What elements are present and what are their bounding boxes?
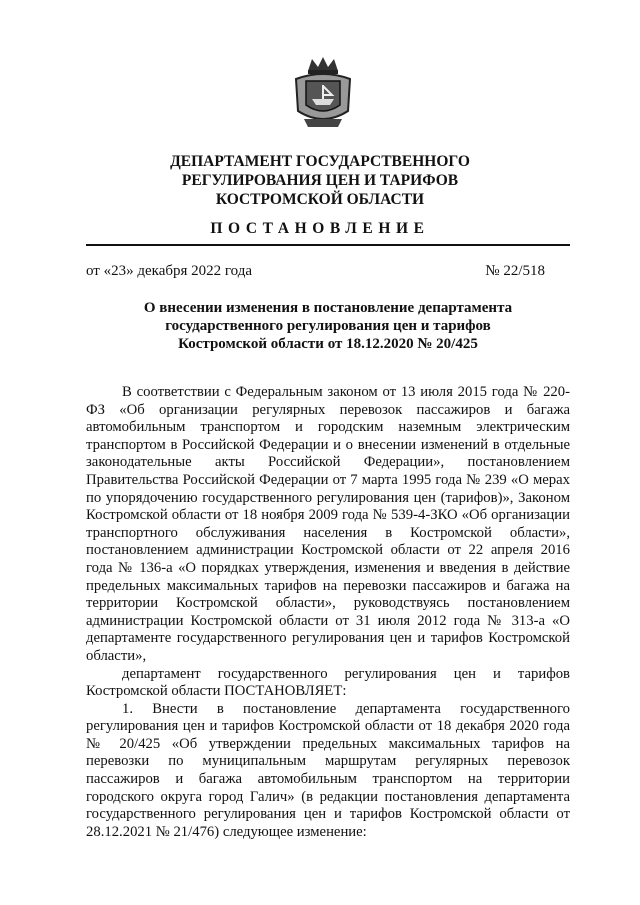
subject-line: О внесении изменения в постановление департамента (143, 300, 513, 316)
department-name (60, 152, 580, 209)
document-date: от «23» декабря 2022 года (86, 263, 253, 279)
document-type: ПОСТАНОВЛЕНИЕ (210, 220, 430, 237)
subject-line: Костромской области от 18.12.2020 № 20/425 (178, 336, 478, 352)
body-paragraph: В соответствии с Федеральным законом от 13 июля 2015 года № 220-ФЗ «Об организации регулярных перевозок пассажиров и багажа автомобильным транспортом и городским наземным электрическим транспортом в Российской Федерации и о внесении изменений в отдельные законодательные акты Российской Федерации», постановлением Правительства Российской Федерации от 7 марта 1995 года № 239 «О мерах по упорядочению государственного регулирования цен (тарифов)», Законом Костромской области от 18 ноября 2009 года № 539-4-ЗКО «Об организации транспортного обслуживания населения в Костромской области», постановлением администрации Костромской области от 22 апреля 2016 года № 136-а «О порядках утверждения, изменения и введения в действие предельных максимальных тарифов на перевозки пассажиров и багажа на территории Костромской области», руководствуясь постановлением администрации Костромской области от 31 июля 2012 года № 313-а «О департаменте государственного регулирования цен и тарифов Костромской области», (86, 384, 570, 664)
document-number: № 22/518 (485, 263, 545, 279)
department-line: КОСТРОМСКОЙ ОБЛАСТИ (215, 191, 425, 208)
body-paragraph: департамент государственного регулирования цен и тарифов Костромской области ПОСТАНОВЛЯЕТ: (86, 665, 570, 700)
document-body (86, 384, 570, 841)
subject-line: государственного регулирования цен и тарифов (165, 318, 491, 334)
coat-of-arms-icon (290, 55, 356, 131)
department-line: РЕГУЛИРОВАНИЯ ЦЕН И ТАРИФОВ (181, 172, 459, 189)
document-subject (86, 299, 570, 353)
body-paragraph: 1. Внести в постановление департамента государственного регулирования цен и тарифов Костромской области от 18 декабря 2020 года № 20/425 «Об утверждении предельных максимальных тарифов на перевозки по муниципальным маршрутам регулярных перевозок пассажиров и багажа автомобильным транспортом на территории городского округа город Галич» (в редакции постановления департамента государственного регулирования цен и тарифов Костромской области от 28.12.2021 № 21/476) следующее изменение: (86, 700, 570, 840)
header-divider (86, 244, 570, 246)
department-line: ДЕПАРТАМЕНТ ГОСУДАРСТВЕННОГО (170, 153, 470, 170)
